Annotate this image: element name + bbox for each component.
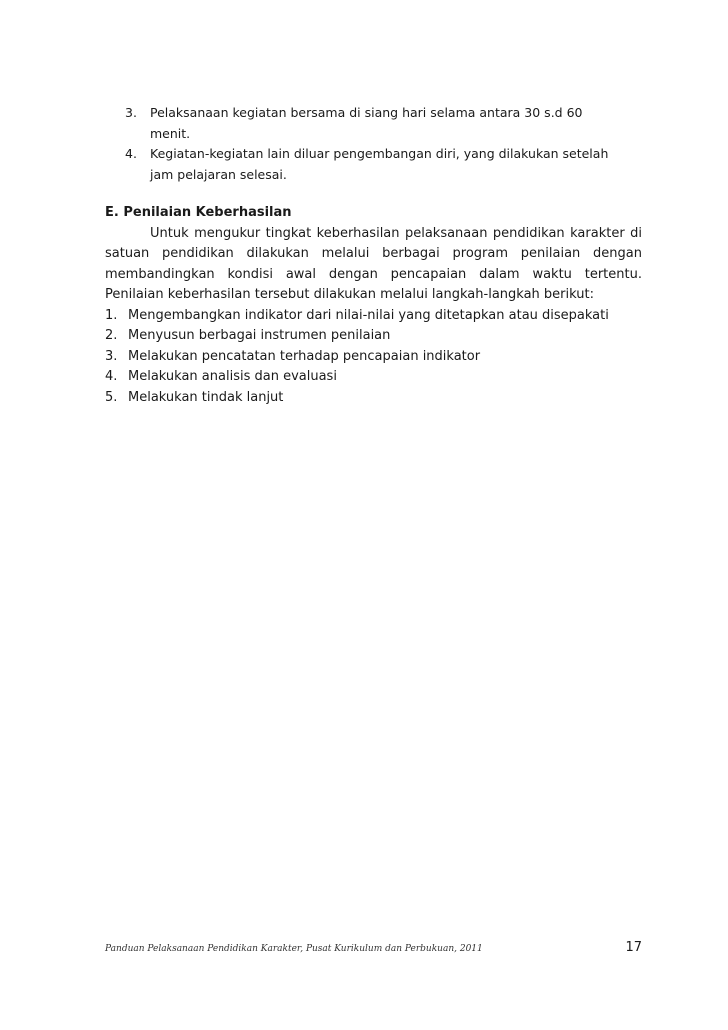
page-number: 17 bbox=[625, 940, 642, 955]
list-item-text: Mengembangkan indikator dari nilai-nilai yang ditetapkan atau disepakati bbox=[128, 307, 609, 323]
list-item bbox=[105, 388, 642, 409]
list-item-text: Melakukan tindak lanjut bbox=[128, 389, 284, 405]
paragraph-text: Untuk mengukur tingkat keberhasilan pelaksanaan pendidikan karakter di satuan pendidikan dilakukan melalui berbagai program penilaian dengan membandingkan kondisi awal dengan pencapaian dalam waktu tertentu. Penilaian keberhasilan tersebut dilakukan melalui langkah-langkah berikut: bbox=[105, 225, 642, 302]
list-item bbox=[105, 367, 642, 388]
list-item bbox=[125, 144, 625, 185]
list-item bbox=[105, 347, 642, 368]
list-item-number: 1. bbox=[105, 307, 118, 323]
list-item-number: 3. bbox=[125, 105, 137, 120]
list-item-number: 4. bbox=[125, 146, 137, 161]
list-item-text: Kegiatan-kegiatan lain diluar pengembangan diri, yang dilakukan setelah jam pelajaran selesai. bbox=[150, 146, 609, 182]
list-item-text: Melakukan pencatatan terhadap pencapaian indikator bbox=[128, 348, 481, 364]
continued-numbered-list bbox=[125, 103, 625, 185]
list-item-text: Pelaksanaan kegiatan bersama di siang hari selama antara 30 s.d 60 menit. bbox=[150, 105, 583, 141]
section-penilaian-keberhasilan bbox=[105, 203, 642, 408]
list-item bbox=[105, 306, 642, 327]
footer-citation: Panduan Pelaksanaan Pendidikan Karakter, Pusat Kurikulum dan Perbukuan, 2011 bbox=[105, 944, 483, 954]
list-item-number: 4. bbox=[105, 369, 118, 384]
section-paragraph bbox=[105, 224, 642, 306]
steps-list bbox=[105, 306, 642, 409]
list-item bbox=[105, 326, 642, 347]
list-item-number: 3. bbox=[105, 348, 118, 364]
list-item-number: 5. bbox=[105, 389, 118, 405]
section-heading: E. Penilaian Keberhasilan bbox=[105, 205, 292, 220]
list-item-text: Menyusun berbagai instrumen penilaian bbox=[128, 328, 391, 343]
page-footer bbox=[105, 940, 642, 960]
list-item bbox=[125, 103, 625, 144]
list-item-number: 2. bbox=[105, 328, 118, 343]
list-item-text: Melakukan analisis dan evaluasi bbox=[128, 369, 337, 384]
